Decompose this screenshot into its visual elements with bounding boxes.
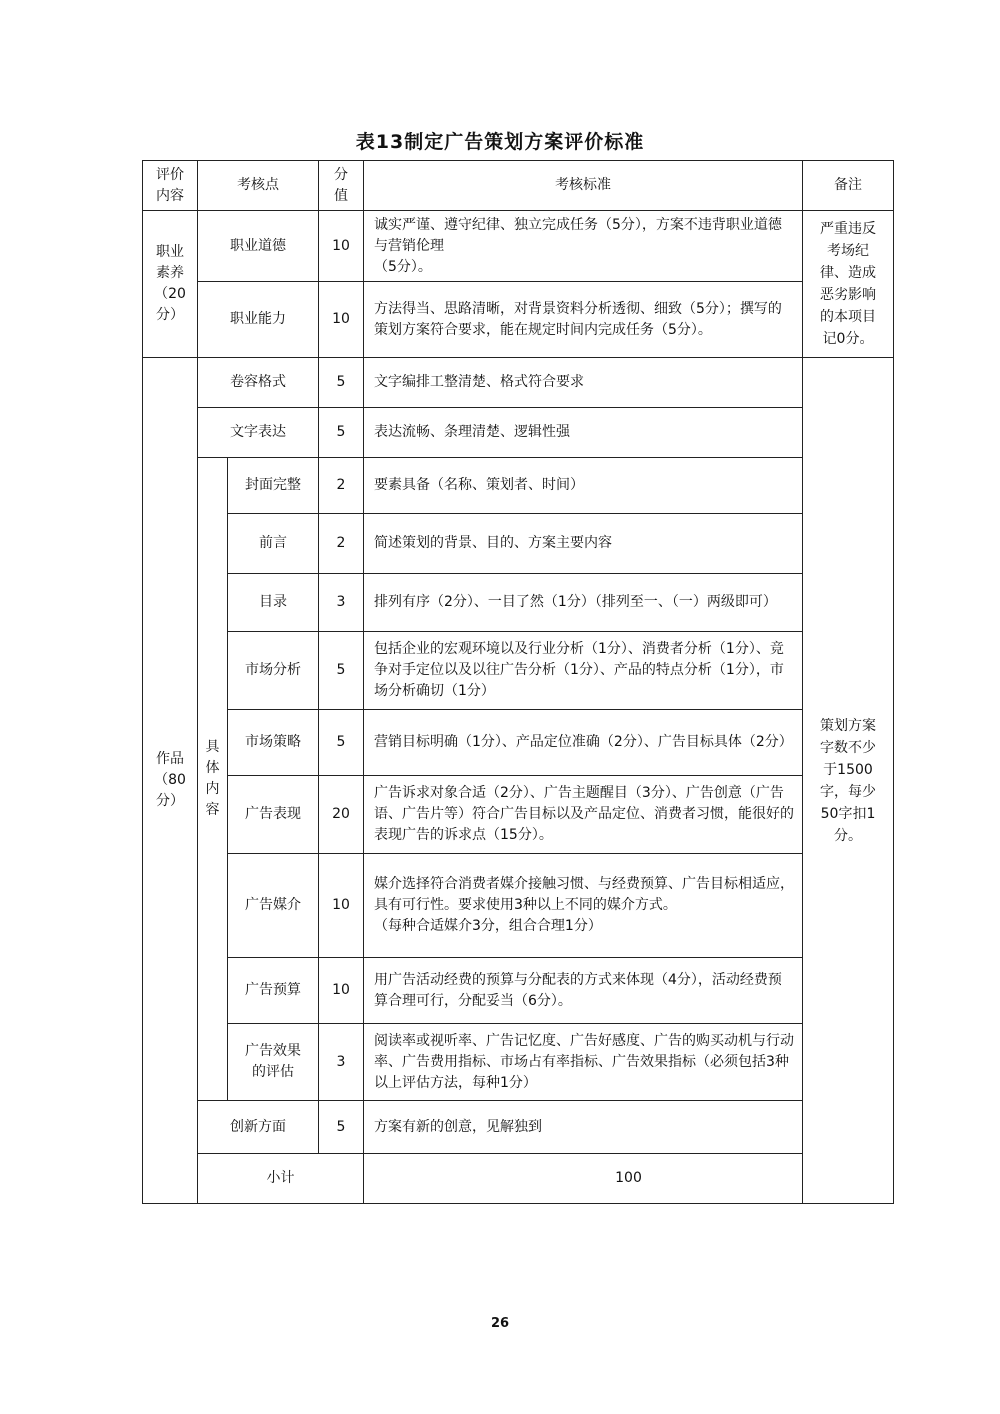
row-point: 广告表现 [228, 776, 319, 854]
row-standard: 表达流畅、条理清楚、逻辑性强 [364, 408, 803, 458]
row-score: 3 [319, 1024, 364, 1101]
row-point: 职业能力 [198, 282, 319, 358]
row-point: 职业道德 [198, 211, 319, 282]
note-professional: 严重违反 考场纪 律、造成 恶劣影响 的本项目 记0分。 [803, 211, 894, 358]
row-standard: 包括企业的宏观环境以及行业分析（1分）、消费者分析（1分）、竞争对手定位以及以往广告分析（1分）、产品的特点分析（1分），市场分析确切（1分） [364, 632, 803, 710]
row-score: 10 [319, 854, 364, 958]
row-score: 10 [319, 211, 364, 282]
evaluation-table [142, 160, 894, 1204]
page-title: 表13制定广告策划方案评价标准 [355, 131, 645, 153]
group-specific: 具 体 内 容 [198, 458, 228, 1101]
group-professional: 职业 素养 （20 分） [143, 211, 198, 358]
row-score: 2 [319, 458, 364, 514]
row-point: 前言 [228, 514, 319, 574]
subtotal-label: 小计 [198, 1154, 364, 1204]
header-content: 评价 内容 [143, 161, 198, 211]
row-standard: 简述策划的背景、目的、方案主要内容 [364, 514, 803, 574]
row-score: 5 [319, 710, 364, 776]
row-point: 市场分析 [228, 632, 319, 710]
row-standard: 营销目标明确（1分）、产品定位准确（2分）、广告目标具体（2分） [364, 710, 803, 776]
row-point: 广告效果 的评估 [228, 1024, 319, 1101]
row-standard: 广告诉求对象合适（2分）、广告主题醒目（3分）、广告创意（广告语、广告片等）符合广告目标以及产品定位、消费者习惯，能很好的表现广告的诉求点（15分）。 [364, 776, 803, 854]
table-row [143, 1101, 894, 1154]
row-standard: 要素具备（名称、策划者、时间） [364, 458, 803, 514]
row-score: 10 [319, 958, 364, 1024]
table-row [143, 574, 894, 632]
table-row [143, 958, 894, 1024]
subtotal-value: 100 [364, 1154, 894, 1204]
row-score: 10 [319, 282, 364, 358]
row-standard: 诚实严谨、遵守纪律、独立完成任务（5分），方案不违背职业道德与营销伦理 （5分）。 [364, 211, 803, 282]
row-point: 封面完整 [228, 458, 319, 514]
header-row [143, 161, 894, 211]
row-point: 广告媒介 [228, 854, 319, 958]
row-standard: 文字编排工整清楚、格式符合要求 [364, 358, 803, 408]
table-row [143, 854, 894, 958]
row-score: 5 [319, 358, 364, 408]
table-row [143, 1024, 894, 1101]
subtotal-row [143, 1154, 894, 1204]
table-row [143, 710, 894, 776]
table-row [143, 282, 894, 358]
row-standard: 用广告活动经费的预算与分配表的方式来体现（4分），活动经费预算合理可行，分配妥当（6分）。 [364, 958, 803, 1024]
table-row [143, 358, 894, 408]
row-point: 卷容格式 [198, 358, 319, 408]
note-work: 策划方案 字数不少 于1500 字，每少 50字扣1 分。 [803, 358, 894, 1204]
header-note: 备注 [803, 161, 894, 211]
row-standard: 媒介选择符合消费者媒介接触习惯、与经费预算、广告目标相适应，具有可行性。要求使用3种以上不同的媒介方式。 （每种合适媒介3分，组合合理1分） [364, 854, 803, 958]
row-point: 文字表达 [198, 408, 319, 458]
row-score: 5 [319, 408, 364, 458]
header-point: 考核点 [198, 161, 319, 211]
row-standard: 排列有序（2分）、一目了然（1分）（排列至一、（一）两级即可） [364, 574, 803, 632]
row-standard: 阅读率或视听率、广告记忆度、广告好感度、广告的购买动机与行动率、广告费用指标、市场占有率指标、广告效果指标（必须包括3种以上评估方法，每种1分） [364, 1024, 803, 1101]
row-point: 创新方面 [198, 1101, 319, 1154]
row-score: 3 [319, 574, 364, 632]
row-standard: 方案有新的创意，见解独到 [364, 1101, 803, 1154]
table-row [143, 408, 894, 458]
row-score: 20 [319, 776, 364, 854]
page-number: 26 [490, 1316, 510, 1331]
header-standard: 考核标准 [364, 161, 803, 211]
row-point: 市场策略 [228, 710, 319, 776]
group-work: 作品 （80 分） [143, 358, 198, 1204]
table-row [143, 632, 894, 710]
table-row [143, 514, 894, 574]
row-score: 5 [319, 1101, 364, 1154]
row-point: 广告预算 [228, 958, 319, 1024]
table-row [143, 776, 894, 854]
header-score: 分 值 [319, 161, 364, 211]
row-point: 目录 [228, 574, 319, 632]
table-row [143, 458, 894, 514]
row-score: 5 [319, 632, 364, 710]
row-standard: 方法得当、思路清晰，对背景资料分析透彻、细致（5分）；撰写的策划方案符合要求，能在规定时间内完成任务（5分）。 [364, 282, 803, 358]
row-score: 2 [319, 514, 364, 574]
table-row [143, 211, 894, 282]
